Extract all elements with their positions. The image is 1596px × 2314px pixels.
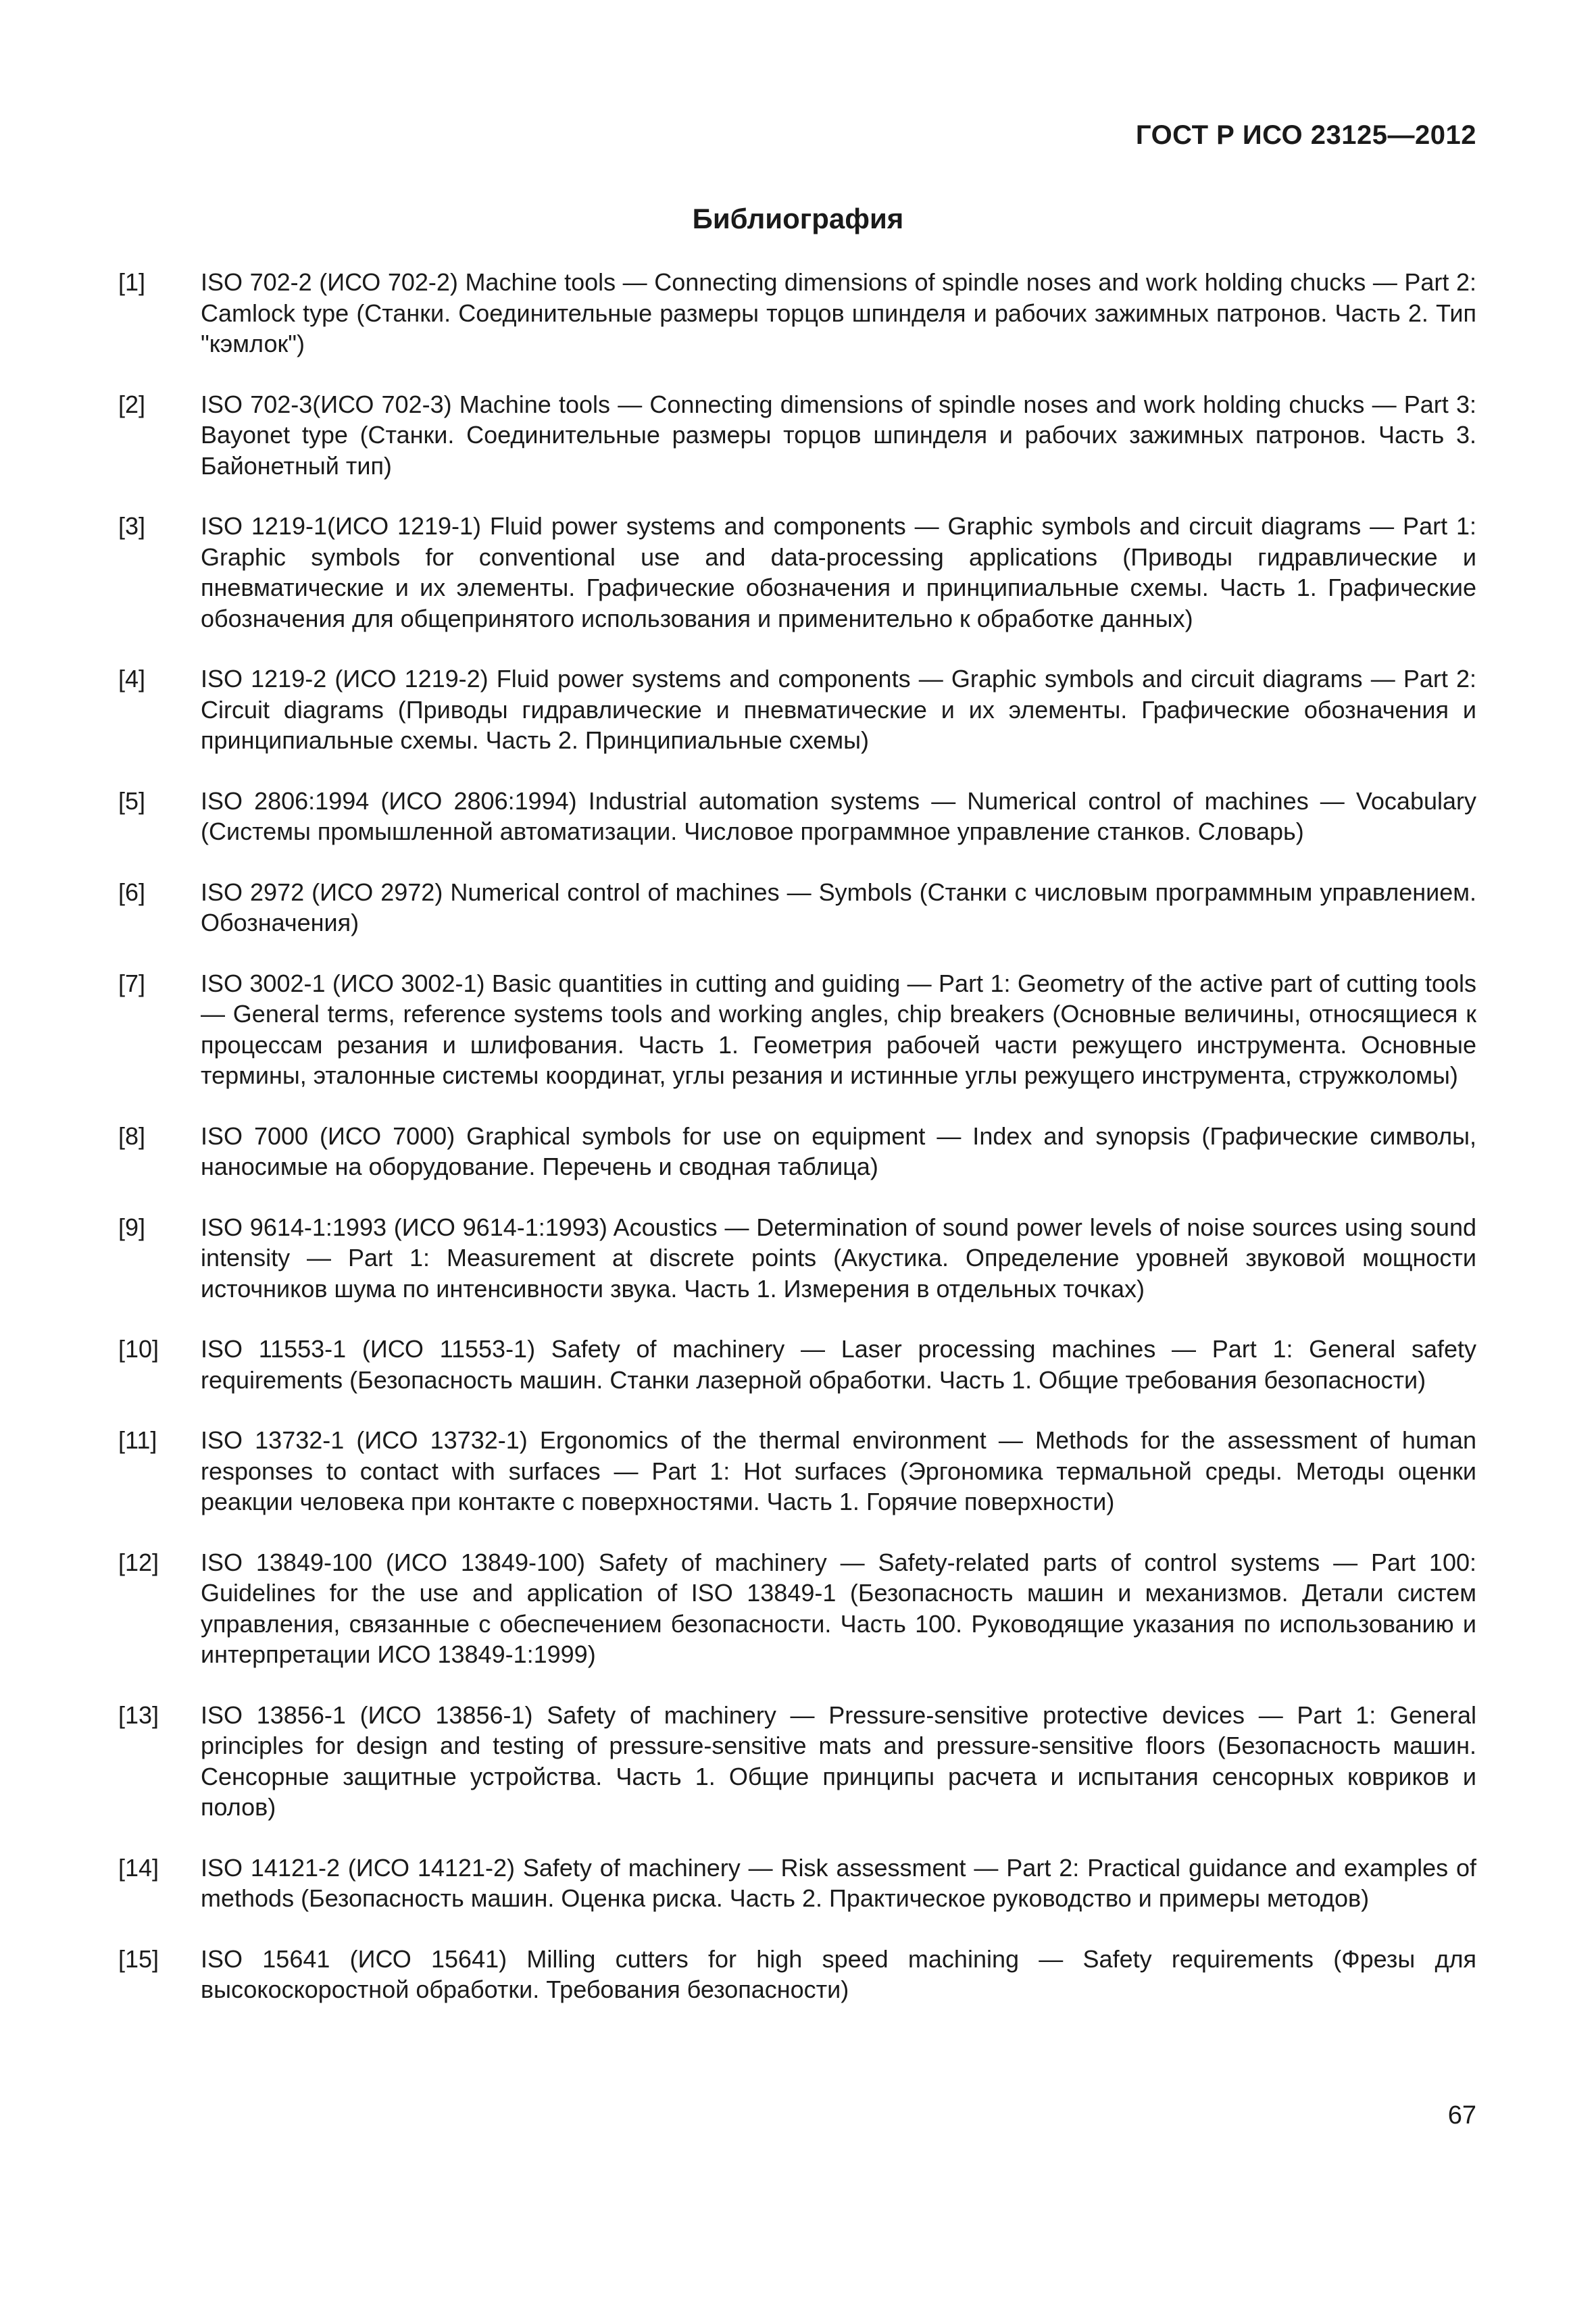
reference-item [118,1334,1476,1395]
reference-number: [2] [118,390,146,418]
reference-number: [6] [118,878,146,906]
reference-text: ISO 14121-2 (ИСО 14121-2) Safety of machinery — Risk assessment — Part 2: Practical guidance and examples of methods (Безопасность машин. Оценка риска. Часть 2. Практическое руководство и примеры методов) [201,1853,1476,1912]
reference-number: [10] [118,1335,159,1363]
reference-number: [8] [118,1122,146,1150]
reference-number: [12] [118,1548,159,1576]
reference-text: ISO 7000 (ИСО 7000) Graphical symbols for use on equipment — Index and synopsis (Графические символы, наносимые на оборудование. Перечень и сводная таблица) [201,1122,1476,1180]
reference-text: ISO 2806:1994 (ИСО 2806:1994) Industrial automation systems — Numerical control of machines — Vocabulary (Системы промышленной автоматизации. Числовое программное управление станков. Словарь) [201,786,1476,845]
reference-item [118,968,1476,1091]
reference-number: [4] [118,665,146,693]
reference-item [118,1212,1476,1305]
reference-number: [13] [118,1701,159,1729]
reference-text: ISO 1219-1(ИСО 1219-1) Fluid power systems and components — Graphic symbols and circuit diagrams — Part 1: Graphic symbols for conventional use and data-processing applications (Приводы гидравлические и пневматические и их элементы. Графические обозначения и принципиальные схемы. Часть 1. Графические обозначения для общепринятого использования и применительно к обработке данных) [201,512,1476,632]
reference-item [118,1121,1476,1182]
reference-text: ISO 2972 (ИСО 2972) Numerical control of machines — Symbols (Станки с числовым программным управлением. Обозначения) [201,878,1476,936]
reference-item [118,1853,1476,1914]
reference-number: [3] [118,512,146,540]
reference-item [118,389,1476,482]
reference-item [118,1547,1476,1670]
reference-text: ISO 9614-1:1993 (ИСО 9614-1:1993) Acoustics — Determination of sound power levels of noise sources using sound intensity — Part 1: Measurement at discrete points (Акустика. Определение уровней звуковой мощности источников шума по интенсивности звука. Часть 1. Измерения в отдельных точках) [201,1213,1476,1303]
reference-text: ISO 702-2 (ИСО 702-2) Machine tools — Connecting dimensions of spindle noses and work holding chucks — Part 2: Camlock type (Станки. Соединительные размеры торцов шпинделя и рабочих зажимных патронов. Часть 2. Тип "кэмлок") [201,268,1476,357]
reference-number: [5] [118,786,146,815]
bibliography-list [118,267,1476,2035]
reference-text: ISO 13732-1 (ИСО 13732-1) Ergonomics of the thermal environment — Methods for the assessment of human responses to contact with surfaces — Part 1: Hot surfaces (Эргономика термальной среды. Методы оценки реакции человека при контакте с поверхностями. Часть 1. Горячие поверхности) [201,1426,1476,1515]
reference-number: [9] [118,1213,146,1241]
reference-number: [15] [118,1944,159,1973]
reference-number: [14] [118,1853,159,1882]
reference-text: ISO 15641 (ИСО 15641) Milling cutters for high speed machining — Safety requirements (Фрезы для высокоскоростной обработки. Требования безопасности) [201,1944,1476,2003]
reference-number: [1] [118,268,146,296]
page-title: Библиография [692,203,904,234]
reference-text: ISO 702-3(ИСО 702-3) Machine tools — Connecting dimensions of spindle noses and work holding chucks — Part 3: Bayonet type (Станки. Соединительные размеры торцов шпинделя и рабочих зажимных патронов. Часть 3. Байонетный тип) [201,390,1476,480]
page-number: 67 [1447,2101,1476,2130]
reference-item [118,1944,1476,2005]
reference-number: [11] [118,1426,157,1454]
reference-text: ISO 13856-1 (ИСО 13856-1) Safety of machinery — Pressure-sensitive protective devices — Part 1: General principles for design and testing of pressure-sensitive mats and pressure-sensitive floors (Безопасность машин. Сенсорные защитные устройства. Часть 1. Общие принципы расчета и испытания сенсорных ковриков и полов) [201,1701,1476,1821]
reference-item [118,267,1476,359]
reference-text: ISO 11553-1 (ИСО 11553-1) Safety of machinery — Laser processing machines — Part 1: General safety requirements (Безопасность машин. Станки лазерной обработки. Часть 1. Общие требования безопасности) [201,1335,1476,1394]
reference-text: ISO 3002-1 (ИСО 3002-1) Basic quantities in cutting and guiding — Part 1: Geometry of the active part of cutting tools — General terms, reference systems tools and working angles, chip breakers (Основные величины, относящиеся к процессам резания и шлифования. Часть 1. Геометрия рабочей части режущего инструмента. Основные термины, эталонные системы координат, углы резания и истинные углы режущего инструмента, стружколомы) [201,969,1476,1089]
reference-item [118,786,1476,847]
reference-item [118,511,1476,634]
document-header: ГОСТ Р ИСО 23125—2012 [1135,120,1476,150]
reference-text: ISO 13849-100 (ИСО 13849-100) Safety of machinery — Safety-related parts of control systems — Part 100: Guidelines for the use and application of ISO 13849-1 (Безопасность машин и механизмов. Детали систем управления, связанные с обеспечением безопасности. Часть 100. Руководящие указания по использованию и интерпретации ИСО 13849-1:1999) [201,1548,1476,1668]
reference-number: [7] [118,969,146,997]
reference-text: ISO 1219-2 (ИСО 1219-2) Fluid power systems and components — Graphic symbols and circuit diagrams — Part 2: Circuit diagrams (Приводы гидравлические и пневматические и их элементы. Графические обозначения и принципиальные схемы. Часть 2. Принципиальные схемы) [201,665,1476,754]
reference-item [118,1700,1476,1823]
reference-item [118,663,1476,756]
reference-item [118,877,1476,938]
reference-item [118,1425,1476,1517]
